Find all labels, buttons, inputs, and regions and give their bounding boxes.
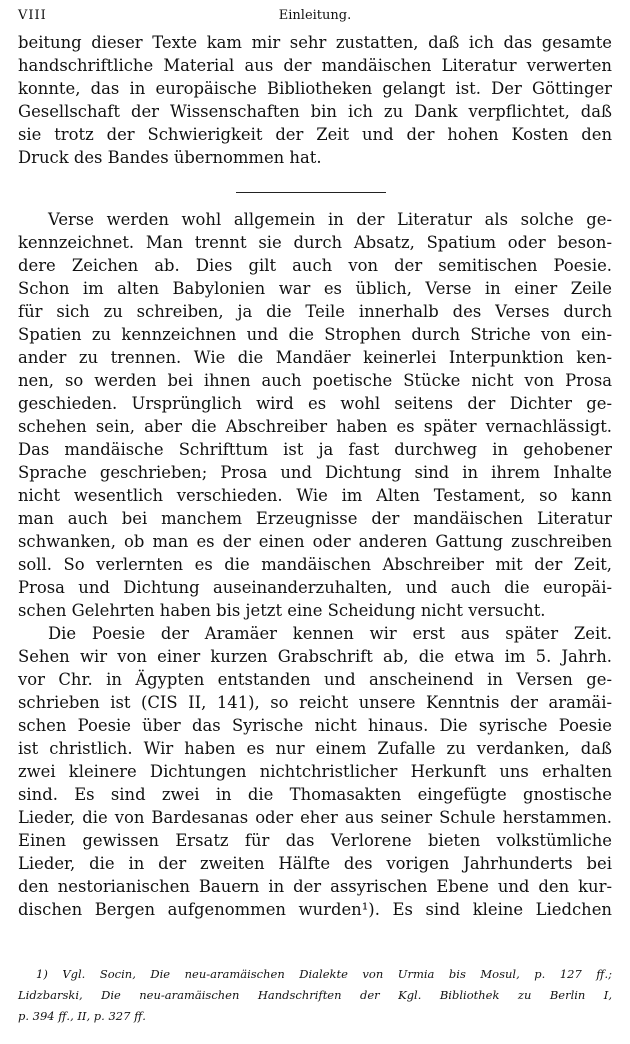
text-line: soll. So verlernten es die mandäischen Abschreiber mit der Zeit, — [18, 555, 612, 574]
text-line: nen, so werden bei ihnen auch poetische Stücke nicht von Prosa — [18, 371, 612, 390]
text-line: geschieden. Ursprünglich wird es wohl seitens der Dichter ge- — [18, 394, 612, 413]
text-line: Das mandäische Schrifttum ist ja fast durchweg in gehobener — [18, 440, 612, 459]
page-number: VIII — [18, 8, 47, 23]
text-line: Sprache geschrieben; Prosa und Dichtung sind in ihrem Inhalte — [18, 463, 612, 482]
text-line: dischen Bergen aufgenommen wurden¹). Es sind kleine Liedchen — [18, 900, 612, 919]
text-line: Die Poesie der Aramäer kennen wir erst aus später Zeit. — [48, 624, 612, 643]
text-line: schwanken, ob man es der einen oder anderen Gattung zuschreiben — [18, 532, 612, 551]
footnote-line: 1) Vgl. Socin, Die neu-aramäischen Dialekte von Urmia bis Mosul, p. 127 ff.; — [36, 967, 612, 981]
text-line: schehen sein, aber die Abschreiber haben es später vernachlässigt. — [18, 417, 612, 436]
text-line: schrieben ist (CIS II, 141), so reicht unsere Kenntnis der aramäi- — [18, 693, 612, 712]
page-header — [18, 8, 612, 28]
text-line: nicht wesentlich verschieden. Wie im Alten Testament, so kann — [18, 486, 612, 505]
text-line: man auch bei manchem Erzeugnisse der mandäischen Literatur — [18, 509, 612, 528]
running-title: Einleitung. — [278, 8, 352, 23]
text-line: Spatien zu kennzeichnen und die Strophen durch Striche von ein- — [18, 325, 612, 344]
text-line: Sehen wir von einer kurzen Grabschrift ab, die etwa im 5. Jahrh. — [18, 647, 612, 666]
text-line: Prosa und Dichtung auseinanderzuhalten, und auch die europäi- — [18, 578, 612, 597]
text-line: Schon im alten Babylonien war es üblich, Verse in einer Zeile — [18, 279, 612, 298]
footnote-line: Lidzbarski, Die neu-aramäischen Handschriften der Kgl. Bibliothek zu Berlin I, — [18, 988, 612, 1002]
text-line: beitung dieser Texte kam mir sehr zustatten, daß ich das gesamte — [18, 33, 612, 52]
text-line: dere Zeichen ab. Dies gilt auch von der semitischen Poesie. — [18, 256, 612, 275]
text-line: ander zu trennen. Wie die Mandäer keinerlei Interpunktion ken- — [18, 348, 612, 367]
section-divider — [236, 192, 386, 193]
text-line: Einen gewissen Ersatz für das Verlorene bieten volkstümliche — [18, 831, 612, 850]
text-line: Druck des Bandes übernommen hat. — [18, 148, 322, 167]
text-line: schen Poesie über das Syrische nicht hinaus. Die syrische Poesie — [18, 716, 612, 735]
text-line: vor Chr. in Ägypten entstanden und anscheinend in Versen ge- — [18, 670, 612, 689]
text-line: kennzeichnet. Man trennt sie durch Absatz, Spatium oder beson- — [18, 233, 612, 252]
text-line: Verse werden wohl allgemein in der Literatur als solche ge- — [48, 210, 612, 229]
text-line: schen Gelehrten haben bis jetzt eine Scheidung nicht versucht. — [18, 601, 546, 620]
text-line: sie trotz der Schwierigkeit der Zeit und der hohen Kosten den — [18, 125, 612, 144]
text-line: ist christlich. Wir haben es nur einem Zufalle zu verdanken, daß — [18, 739, 612, 758]
text-line: Lieder, die von Bardesanas oder eher aus seiner Schule herstammen. — [18, 808, 612, 827]
text-line: Gesellschaft der Wissenschaften bin ich zu Dank verpflichtet, daß — [18, 102, 612, 121]
text-line: zwei kleinere Dichtungen nichtchristlicher Herkunft uns erhalten — [18, 762, 612, 781]
footnote-line: p. 394 ff., II, p. 327 ff. — [18, 1009, 146, 1023]
text-line: sind. Es sind zwei in die Thomasakten eingefügte gnostische — [18, 785, 612, 804]
text-line: den nestorianischen Bauern in der assyrischen Ebene und den kur- — [18, 877, 612, 896]
text-line: für sich zu schreiben, ja die Teile innerhalb des Verses durch — [18, 302, 612, 321]
text-line: konnte, das in europäische Bibliotheken gelangt ist. Der Göttinger — [18, 79, 612, 98]
text-line: handschriftliche Material aus der mandäischen Literatur verwerten — [18, 56, 612, 75]
text-line: Lieder, die in der zweiten Hälfte des vorigen Jahrhunderts bei — [18, 854, 612, 873]
